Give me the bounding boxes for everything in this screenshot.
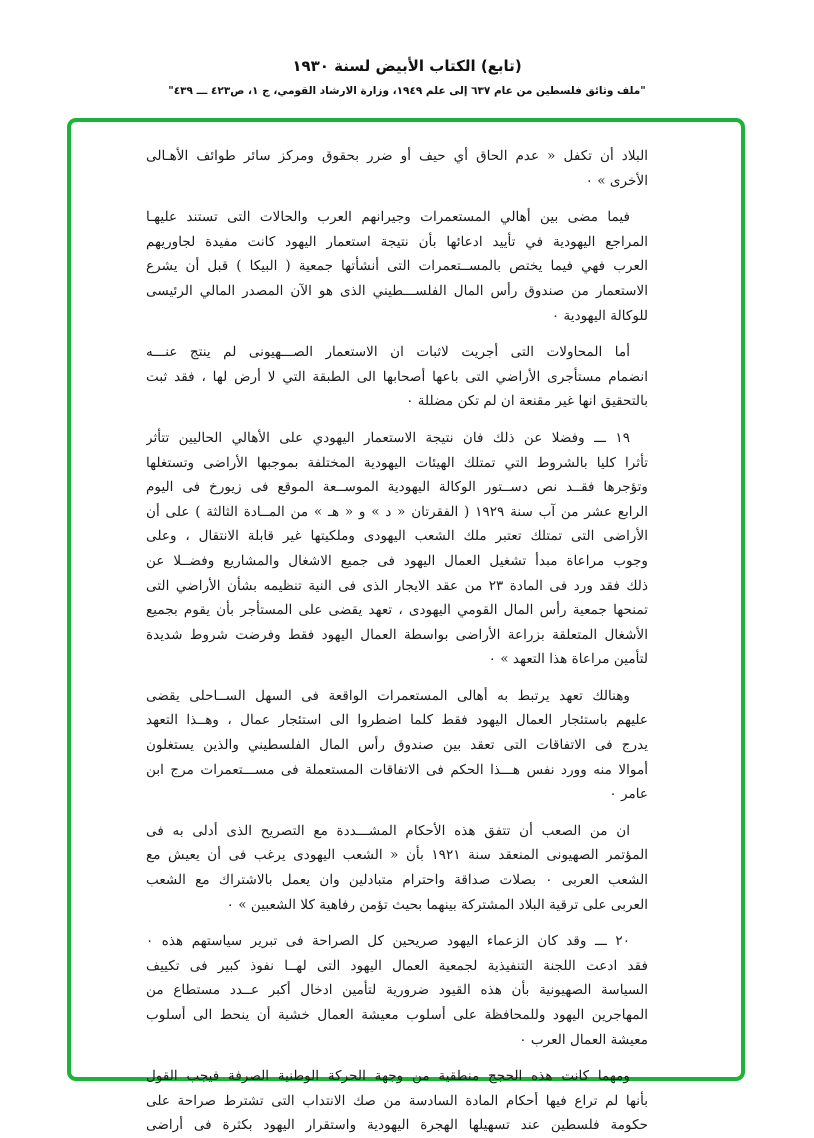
paragraph bbox=[146, 144, 648, 193]
text-line: أما المحاولات التى أجريت لاثبات ان الاستعمار الصـــهيونى لم ينتج عنـــه bbox=[146, 344, 630, 361]
text-line: المراجع اليهودية في تأييد ادعائها بأن نتيجة استعمار اليهود كانت مفيدة لجاوريهم bbox=[146, 233, 648, 250]
document-body bbox=[146, 144, 648, 1138]
text-line: ١٩ ـــ وفضلا عن ذلك فان نتيجة الاستعمار اليهودي على الأهالي الحاليين تتأثر bbox=[146, 429, 630, 446]
text-line: الأشغال المتعلقة بزراعة الأراضى بواسطة العمال اليهود فقط وفرضت شروط شديدة bbox=[146, 626, 648, 643]
text-line: للوكالة اليهودية ٠ bbox=[551, 307, 648, 324]
text-line: ٢٠ ـــ وقد كان الزعماء اليهود صريحين كل الصراحة فى تبرير سياستهم هذه ٠ bbox=[146, 933, 630, 950]
text-line: ذلك فقد ورد فى المادة ٢٣ من عقد الايجار الذى فى النية تنظيمه بشأن الأراضي التى bbox=[146, 577, 648, 594]
text-line: بالتحقيق انها غير مقنعة ان لم تكن مضللة ٠ bbox=[406, 393, 648, 410]
text-line: الشعب العربى ٠ بصلات صداقة واحترام متبادلين وان يعمل بالاشتراك مع الشعب bbox=[146, 872, 648, 889]
text-line: الاستعمار من صندوق رأس المال الفلســـطيني الذى هو الآن المصدر المالي الرئيسى bbox=[146, 282, 648, 299]
text-line: ان من الصعب أن تتفق هذه الأحكام المشـــددة مع التصريح الذى أدلى به فى bbox=[146, 822, 630, 839]
text-line: بأنها لم تراع فيها أحكام المادة السادسة من صك الانتداب التى تشترط صراحة على bbox=[146, 1092, 648, 1109]
text-line: أموالا منه وورد نفس هـــذا الحكم فى الاتفاقات المستعملة فى مســـتعمرات مرج ابن bbox=[146, 761, 648, 778]
text-line: عليهم باستئجار العمال اليهود فقط كلما اضطروا الى استئجار عمال ، وهــذا التعهد bbox=[146, 712, 648, 729]
text-line: المؤتمر الصهيونى المنعقد سنة ١٩٢١ بأن « الشعب اليهودى يرغب فى أن يعيش مع bbox=[146, 847, 648, 864]
text-line: وهنالك تعهد يرتبط به أهالى المستعمرات الواقعة فى السهل الســاحلى يقضى bbox=[146, 687, 630, 704]
text-line: انضمام مستأجرى الأراضي التى باعها أصحابها الى الطبقة التي لا أرض لها ، فقد ثبت bbox=[146, 368, 648, 385]
paragraph bbox=[146, 1064, 648, 1138]
text-line: لتأمين مراعاة هذا التعهد » ٠ bbox=[488, 651, 648, 668]
text-line: العرب فهي فيما يختص بالمســتعمرات التى أنشأتها جمعية ( البيكا ) قبل أن يشرع bbox=[146, 258, 648, 275]
paragraph bbox=[146, 684, 648, 807]
paragraph bbox=[146, 819, 648, 917]
text-line: وجوب مراعاة مبدأ تشغيل العمال اليهود فى جميع الاشغال والمشاريع وفضــلا عن bbox=[146, 552, 648, 569]
paragraph bbox=[146, 205, 648, 328]
paragraph bbox=[146, 426, 648, 672]
text-line: معيشة العمال العرب ٠ bbox=[519, 1031, 648, 1048]
text-line: السياسة الصهيونية بأن هذه القيود ضرورية لتأمين ادخال أكبر عــدد مستطاع من bbox=[146, 982, 648, 999]
text-line: تأثرا كليا بالشروط التي تمتلك الهيئات اليهودية المختلفة بموجبها الأراضى وتستغلها bbox=[146, 454, 648, 471]
text-line: الأراضى التى تمتلك تعتبر ملك الشعب اليهودى وملكيتها غير قابلة الانتقال ، وعلى bbox=[146, 528, 648, 545]
text-line: الأخرى » ٠ bbox=[585, 172, 648, 189]
paragraph bbox=[146, 340, 648, 414]
text-line: وتؤجرها فقــد نص دســتور الوكالة اليهودية الموســعة الموقع فى زيورخ فى اليوم bbox=[146, 479, 648, 496]
text-line: فقد ادعت اللجنة التنفيذية لجمعية العمال اليهود التى لهــا نفوذ كبير فى تكييف bbox=[146, 957, 648, 974]
text-line: عامر ٠ bbox=[609, 786, 648, 803]
text-line: المهاجرين اليهود وللمحافظة على أسلوب معيشة العمال خشية أن ينحط الى أسلوب bbox=[146, 1007, 648, 1023]
text-line: الرابع عشر من آب سنة ١٩٢٩ ( الفقرتان « د » و « هـ » من المــادة الثالثة ) على أن bbox=[146, 503, 648, 520]
text-line: البلاد أن تكفل « عدم الحاق أي حيف أو ضرر بحقوق ومركز سائر طوائف الأهـالى bbox=[146, 148, 648, 164]
text-line: يدرج فى الاتفاقات التى تعقد بين صندوق رأس المال الفلسطيني والذين يستغلون bbox=[146, 737, 648, 754]
source-citation: "ملف وثائق فلسطين من عام ٦٣٧ إلى علم ١٩٤٩، وزارة الارشاد القومي، ج ١، ص٤٢٣ ـــ ٤٣٩" bbox=[168, 85, 646, 97]
text-line: ومهما كانت هذه الحجج منطقية من وجهة الحركة الوطنية الصرفة فيجب القول bbox=[146, 1068, 630, 1085]
page-title: (تابع) الكتاب الأبيض لسنة ١٩٣٠ bbox=[292, 57, 522, 75]
text-line: فيما مضى بين أهالي المستعمرات وجيرانهم العرب والحالات التى تستند عليهـا bbox=[146, 209, 630, 226]
paragraph bbox=[146, 929, 648, 1052]
text-line: تمنحها جمعية رأس المال القومي اليهودى ، تعهد يقضى على المستأجر بأن يقوم بجميع bbox=[146, 602, 648, 619]
text-line: العربى على ترقية البلاد المشتركة بينهما بحيث تؤمن رفاهية كلا الشعبين » ٠ bbox=[226, 896, 648, 913]
text-line: حكومة فلسطين عند تسهيلها الهجرة اليهودية واستقرار اليهود بكثرة فى أراضى bbox=[146, 1117, 648, 1134]
